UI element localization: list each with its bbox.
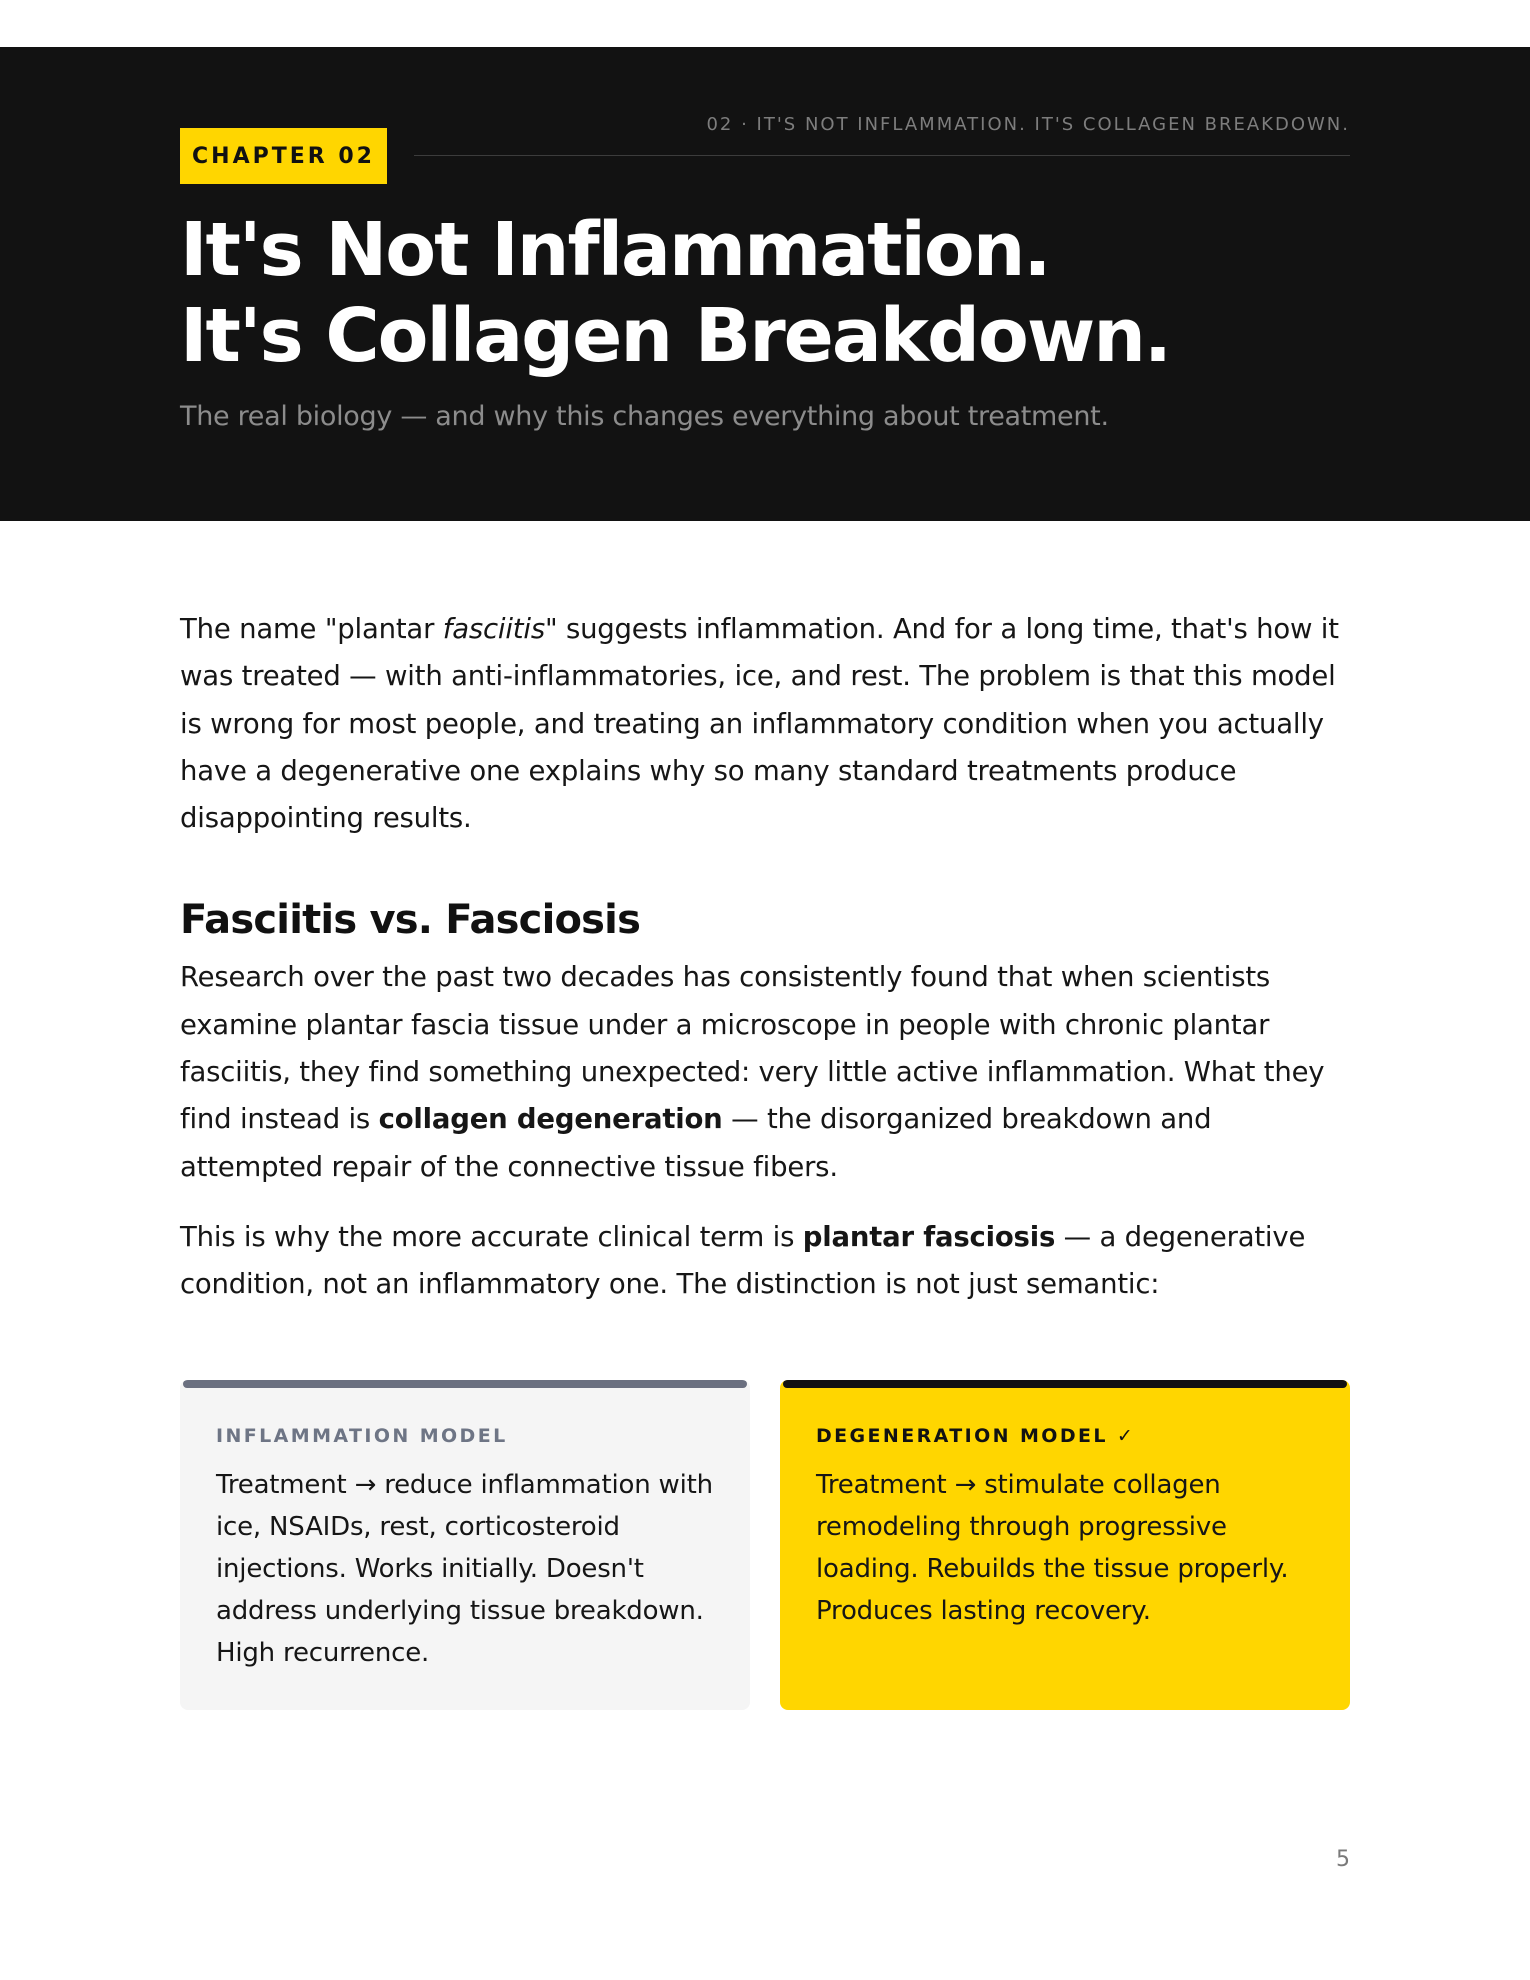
page-number: 5 [1336,1847,1350,1872]
term-text-start: This is why the more accurate clinical term is [180,1220,803,1253]
card-label: INFLAMMATION MODEL [216,1425,508,1447]
section-heading: Fasciitis vs. Fasciosis [180,897,641,944]
chapter-badge: CHAPTER 02 [180,128,387,184]
term-bold-term: plantar fasciosis [802,1220,1056,1253]
chapter-title-line-1: It's Not Inflammation. [180,207,1050,293]
chapter-header [0,47,1530,521]
card-label: DEGENERATION MODEL ✓ [816,1425,1136,1447]
degeneration-model-card [780,1380,1350,1710]
inflammation-model-card [180,1380,750,1710]
card-text: Treatment → reduce inflammation with ice, NSAIDs, rest, corticosteroid injections. Works initially. Doesn't address underlying tissue breakdown. High recurrence. [216,1470,713,1668]
term-text-end: — a degenerative condition, not an inflammatory one. The distinction is not just semantic: [180,1220,1306,1301]
card-top-bar [783,1380,1347,1388]
model-comparison [180,1380,1350,1710]
running-head: 02 · IT'S NOT INFLAMMATION. IT'S COLLAGEN BREAKDOWN. [706,114,1350,135]
card-top-bar [183,1380,747,1388]
research-bold-term: collagen degeneration [378,1103,723,1136]
intro-italic-term: fasciitis [442,613,545,645]
intro-text-end: " suggests inflammation. And for a long time, that's how it was treated — with anti-inflammatories, ice, and rest. The problem is that this model is wrong for most people, and treating an inflammatory condition when you actually have a degenerative one explains why so many standard treatments produce disappointing results. [180,613,1339,835]
chapter-title [180,207,1170,379]
research-text-start: Research over the past two decades has consistently found that when scientists examine plantar fascia tissue under a microscope in people with chronic plantar fasciitis, they find something unexpected: very little active inflammation. What they find instead is [180,961,1325,1136]
intro-paragraph [180,606,1355,842]
term-paragraph [180,1214,1355,1309]
research-text-end: — the disorganized breakdown and attempted repair of the connective tissue fibers. [180,1103,1212,1183]
card-text: Treatment → stimulate collagen remodeling through progressive loading. Rebuilds the tissue properly. Produces lasting recovery. [816,1470,1289,1626]
chapter-body [180,606,1355,1309]
chapter-subtitle: The real biology — and why this changes everything about treatment. [180,401,1109,432]
intro-text-start: The name "plantar [180,613,443,645]
header-divider [414,155,1350,156]
research-paragraph [180,954,1355,1190]
chapter-title-line-2: It's Collagen Breakdown. [180,293,1170,379]
